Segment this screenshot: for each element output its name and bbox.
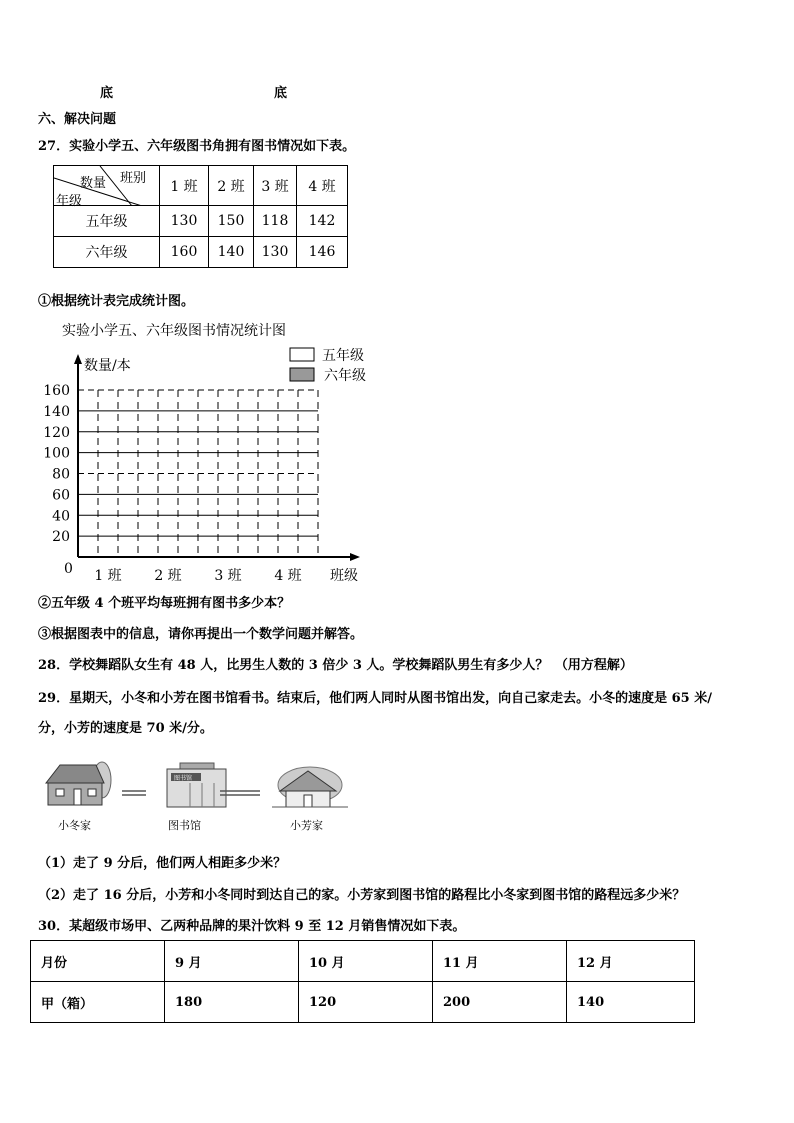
corner-cell [54, 166, 160, 209]
library-sign: 图书馆 [174, 775, 193, 782]
base-label: 底 [274, 86, 288, 101]
q29-sub2: （2）走了 16 分后，小芳和小冬同时到达自己的家。小芳家到图书馆的路程比小冬家到图书馆的路程远多少米？ [38, 888, 686, 903]
legend-swatch-grade5 [290, 348, 314, 361]
table-row [54, 206, 348, 237]
y-tick-label: 160 [43, 383, 70, 399]
chart-title: 实验小学五、六年级图书情况统计图 [62, 323, 286, 339]
y-tick-label: 100 [43, 445, 70, 462]
x-tick-label: 1 班 [94, 568, 122, 584]
corner-class: 班别 [120, 171, 147, 186]
header-cell: 11 月 [433, 941, 567, 982]
col-header: 3 班 [254, 166, 297, 206]
cell: 146 [297, 237, 348, 268]
corner-grade: 年级 [56, 194, 83, 209]
place-label: 小芳家 [290, 819, 323, 832]
table-row [31, 982, 695, 1023]
cell: 140 [567, 982, 695, 1023]
corner-quantity: 数量 [80, 176, 107, 191]
bar-chart [30, 340, 390, 590]
header-cell: 12 月 [567, 941, 695, 982]
y-tick-label: 140 [43, 403, 70, 420]
cell: 150 [209, 206, 254, 237]
header-cell: 月份 [31, 941, 165, 982]
table-row [54, 237, 348, 268]
cell: 130 [160, 206, 209, 237]
y-tick-label: 60 [52, 487, 70, 504]
y-axis-arrow-icon [74, 354, 82, 364]
row-label: 六年级 [54, 237, 160, 268]
q27-table [53, 165, 348, 268]
y-tick-label: 80 [52, 466, 70, 483]
cell: 160 [160, 237, 209, 268]
legend-label: 六年级 [324, 368, 366, 384]
place-label: 图书馆 [168, 819, 201, 832]
col-header: 1 班 [160, 166, 209, 206]
header-cell: 10 月 [299, 941, 433, 982]
table-row [31, 941, 695, 982]
q29-line1: 29．星期天，小冬和小芳在图书馆看书。结束后，他们两人同时从图书馆出发，向自己家走去。小冬的速度是 65 米/ [38, 691, 712, 706]
col-header: 2 班 [209, 166, 254, 206]
cell: 120 [299, 982, 433, 1023]
cell: 118 [254, 206, 297, 237]
header-cell: 9 月 [165, 941, 299, 982]
y-tick-label: 20 [52, 529, 70, 546]
legend-swatch-grade6 [290, 368, 314, 381]
xiaofang-house-icon [272, 767, 348, 807]
x-axis-label: 班级 [330, 568, 358, 584]
x-tick-label: 3 班 [214, 568, 242, 584]
cell: 甲（箱） [31, 982, 165, 1023]
route-illustration [40, 755, 370, 815]
q30-table [30, 940, 695, 1023]
row-label: 五年级 [54, 206, 160, 237]
q28-text: 28．学校舞蹈队女生有 48 人，比男生人数的 3 倍少 3 人。学校舞蹈队男生有多少人？ （用方程解） [38, 658, 633, 673]
section-title: 六、解决问题 [38, 112, 117, 127]
col-header: 4 班 [297, 166, 348, 206]
cell: 180 [165, 982, 299, 1023]
place-label: 小冬家 [58, 819, 91, 832]
xiaodong-house-icon [46, 762, 111, 805]
q29-line2: 分，小芳的速度是 70 米/分。 [38, 721, 213, 736]
cell: 130 [254, 237, 297, 268]
x-tick-label: 2 班 [154, 568, 182, 584]
cell: 200 [433, 982, 567, 1023]
y-tick-label: 40 [52, 508, 70, 525]
legend-label: 五年级 [322, 348, 364, 364]
base-label: 底 [100, 86, 114, 101]
y-tick-label: 120 [43, 424, 70, 441]
cell: 142 [297, 206, 348, 237]
q27-sub1: ①根据统计表完成统计图。 [38, 294, 195, 309]
origin-label: 0 [64, 561, 73, 577]
y-axis-label: 数量/本 [84, 358, 131, 374]
q27-text: 27．实验小学五、六年级图书角拥有图书情况如下表。 [38, 139, 356, 154]
q27-sub2: ②五年级 4 个班平均每班拥有图书多少本？ [38, 596, 291, 611]
q29-sub1: （1）走了 9 分后，他们两人相距多少米？ [38, 856, 287, 871]
q27-sub3: ③根据图表中的信息，请你再提出一个数学问题并解答。 [38, 627, 364, 642]
x-axis-arrow-icon [350, 553, 360, 561]
x-tick-label: 4 班 [274, 568, 302, 584]
q30-text: 30．某超级市场甲、乙两种品牌的果汁饮料 9 至 12 月销售情况如下表。 [38, 919, 466, 934]
cell: 140 [209, 237, 254, 268]
library-icon [167, 763, 226, 807]
